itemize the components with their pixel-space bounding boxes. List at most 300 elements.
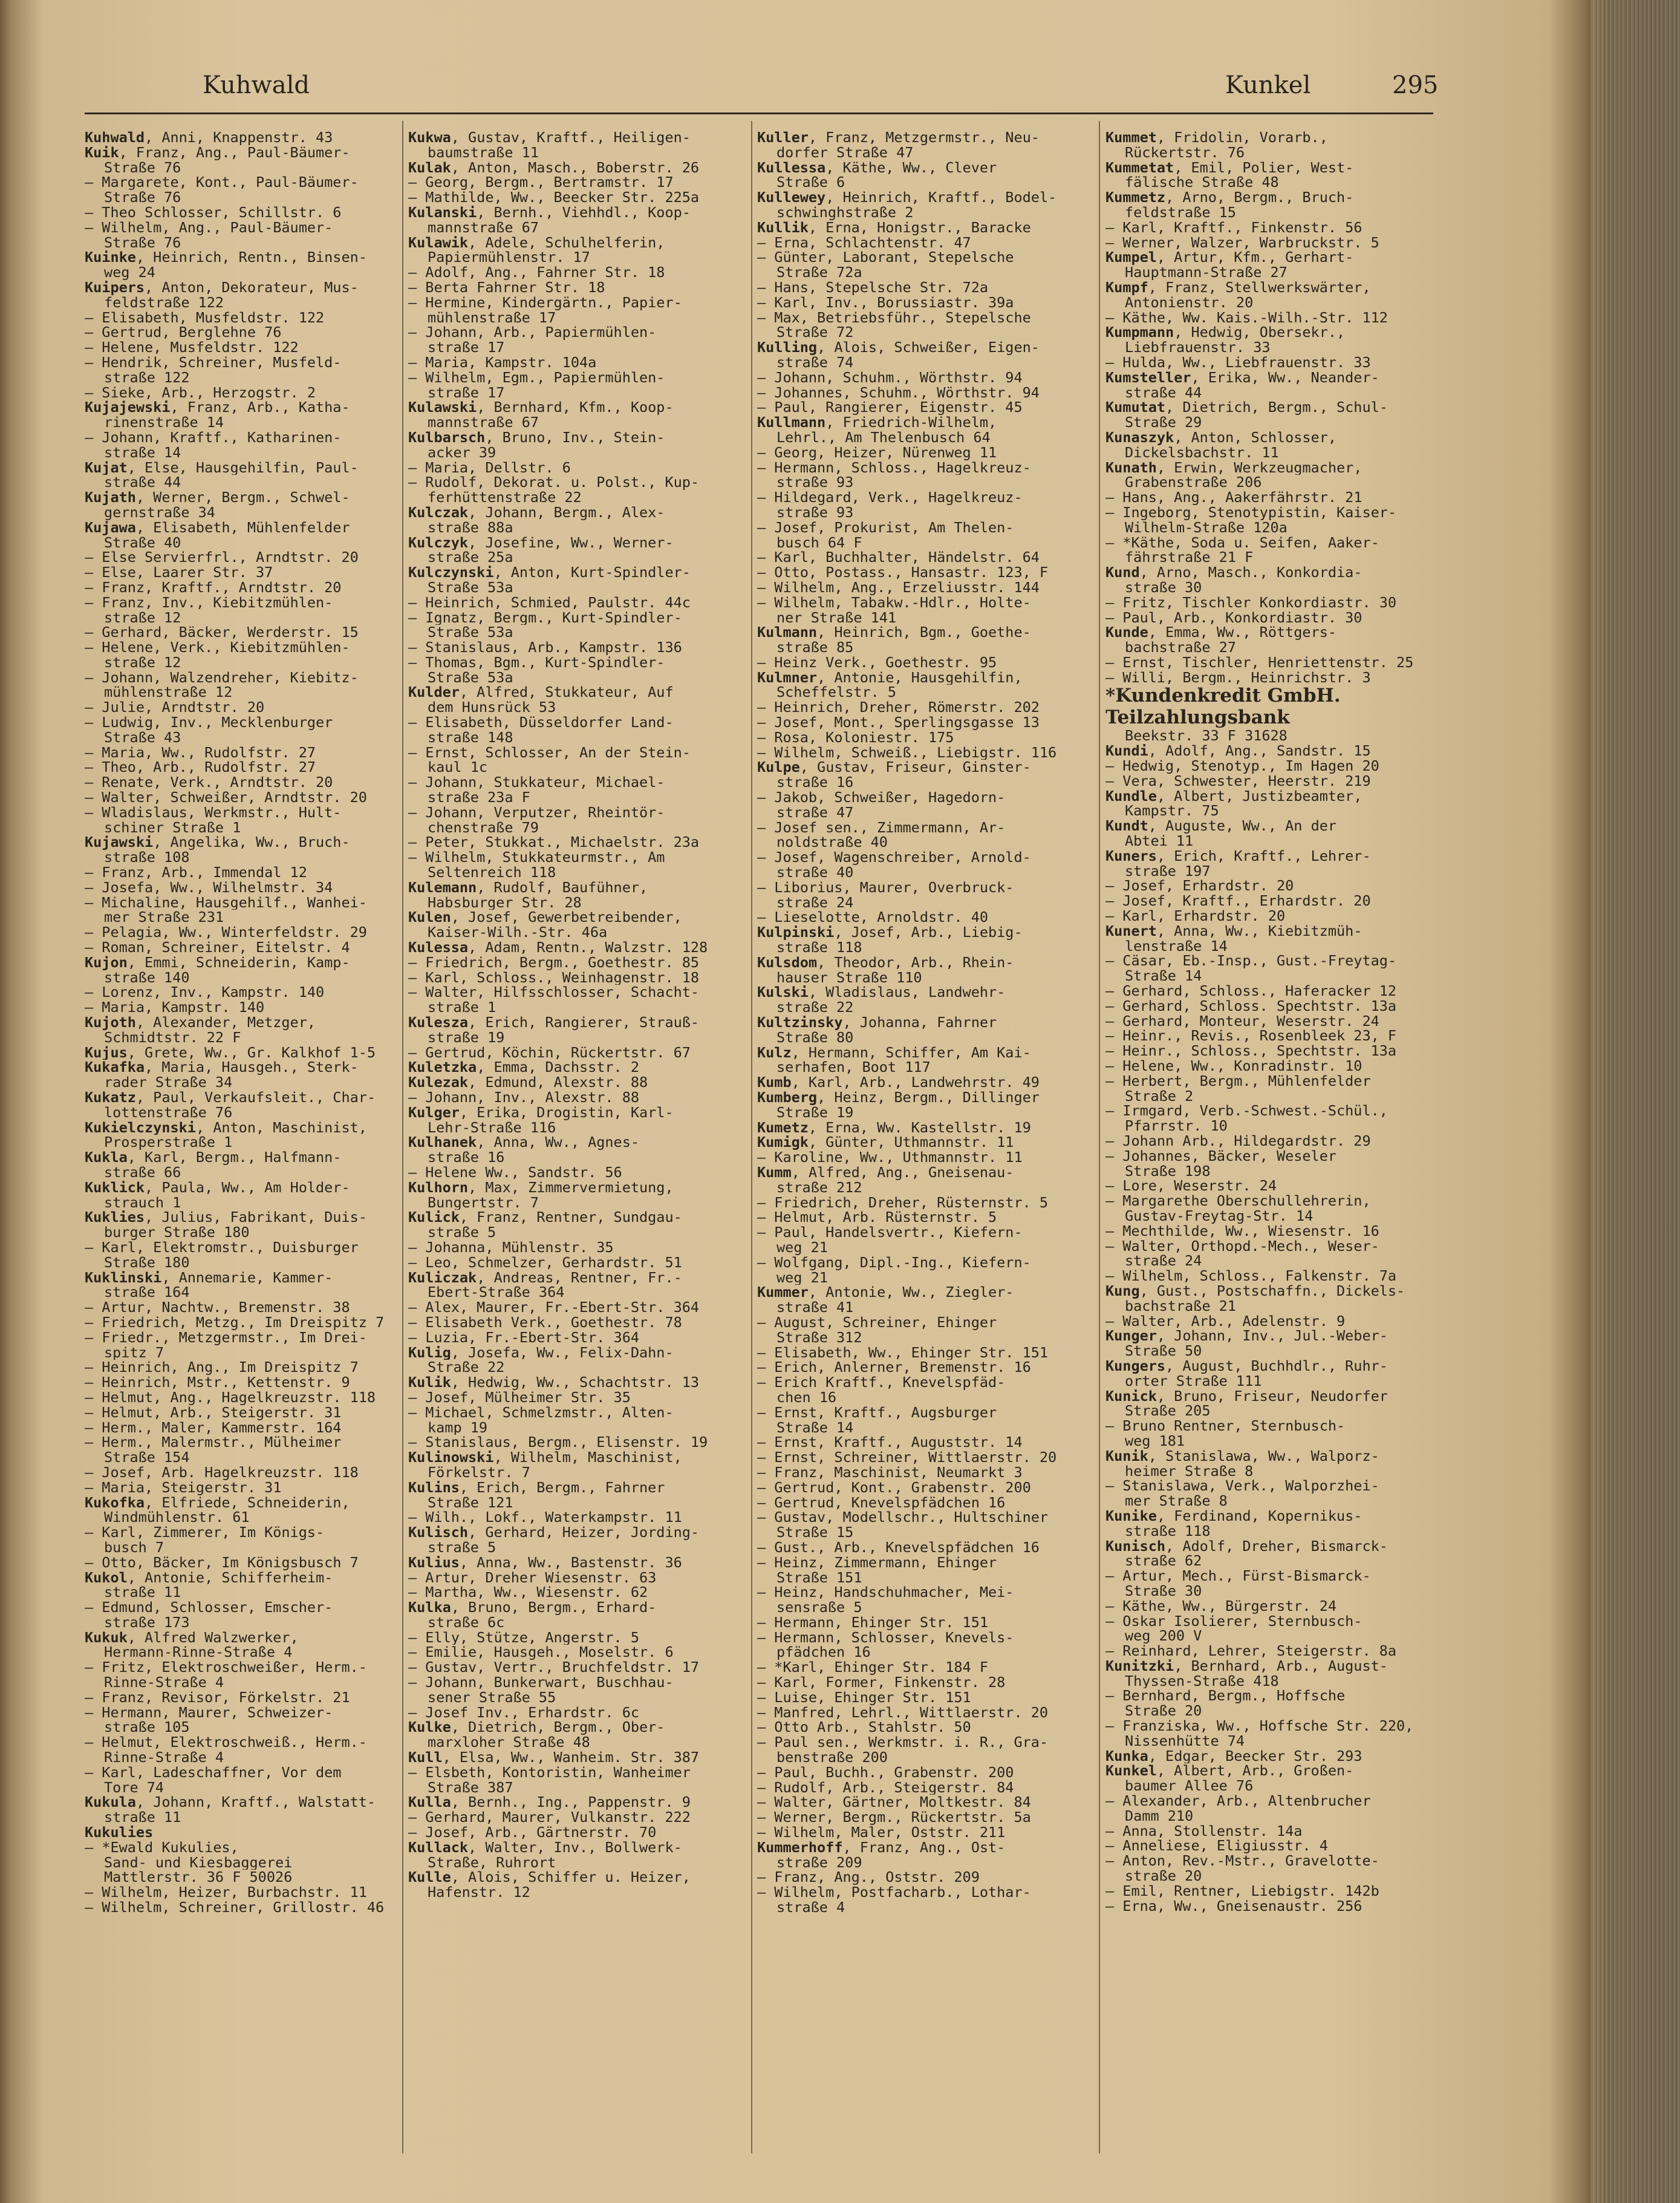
entry-details: , Erich, Kraftf., Lehrer- [1156, 848, 1371, 864]
directory-line: sensraße 5 [777, 1600, 862, 1615]
directory-line: Tore 74 [104, 1780, 164, 1795]
directory-line: Straße 76 [104, 235, 181, 250]
directory-line [1105, 1749, 1432, 1764]
directory-line: — Franz, Inv., Kiebitzmühlen- [85, 595, 333, 610]
directory-line: straße 44 [1125, 385, 1202, 400]
directory-line: straße 22 [777, 1000, 854, 1016]
directory-line: — Georg, Heizer, Nürenweg 11 [757, 445, 997, 460]
surname: Kulisch [408, 1525, 469, 1540]
surname: Kulhanek [408, 1135, 477, 1150]
directory-line: — Paul sen., Werkmstr. i. R., Gra- [757, 1735, 1049, 1751]
surname: Kulik [408, 1375, 451, 1390]
directory-line: straße 105 [104, 1720, 190, 1735]
directory-line [1105, 1509, 1432, 1524]
directory-line: — Anneliese, Eligiusstr. 4 [1105, 1838, 1328, 1854]
directory-line: busch 7 [104, 1539, 164, 1555]
surname: Kundi [1105, 743, 1148, 759]
directory-line: — Friedrich, Bergm., Goethestr. 85 [408, 955, 700, 970]
directory-line: fälische Straße 48 [1125, 175, 1279, 191]
surname: Kulmann [757, 625, 818, 641]
directory-line: — Gertrud, Berglehne 76 [85, 325, 282, 341]
directory-line [408, 430, 735, 445]
directory-line: kaul 1c [428, 760, 488, 775]
directory-line: — Heinrich, Dreher, Römerstr. 202 [757, 700, 1040, 716]
directory-line: Antonienstr. 20 [1125, 295, 1254, 310]
entry-details: , Elsa, Ww., Wanheim. Str. 387 [442, 1750, 700, 1765]
directory-line [757, 1285, 1084, 1300]
directory-line: — Johann, Bunkerwart, Buschhau- [408, 1675, 674, 1690]
directory-line: fährstraße 21 F [1125, 550, 1254, 566]
surname: Kunisch [1105, 1538, 1166, 1554]
directory-line [85, 1825, 411, 1840]
surname: Kundle [1105, 788, 1157, 804]
entry-details: , Grete, Ww., Gr. Kalkhof 1-5 [127, 1045, 376, 1060]
entry-details: , Rudolf, Baufühner, [477, 880, 648, 895]
directory-line: — Alexander, Arb., Altenbrucher [1105, 1793, 1371, 1809]
entry-details: , Heinrich, Bgm., Goethe- [817, 625, 1031, 641]
directory-line [1105, 130, 1432, 145]
directory-line [408, 1720, 735, 1735]
directory-line: — Josefa, Ww., Wilhelmstr. 34 [85, 880, 333, 895]
entry-details: , Anna, Ww., Agnes- [477, 1135, 640, 1150]
column-divider [751, 121, 752, 2153]
directory-line: Hermann-Rinne-Straße 4 [104, 1645, 293, 1660]
directory-line [85, 145, 411, 160]
directory-line: — Gertrud, Köchin, Rückertstr. 67 [408, 1045, 691, 1060]
directory-line: Ebert-Straße 364 [428, 1285, 565, 1301]
entry-details: , Franz, Ang., Paul-Bäumer- [119, 145, 350, 160]
directory-line: — Stanislaus, Bergm., Elisenstr. 19 [408, 1435, 708, 1451]
entry-details: , August, Buchhdlr., Ruhr- [1165, 1358, 1388, 1374]
directory-line [757, 1075, 1084, 1090]
directory-line: — Leo, Schmelzer, Gerhardstr. 51 [408, 1255, 682, 1270]
directory-line [85, 1150, 411, 1165]
surname: Kulpinski [757, 925, 835, 941]
directory-line: Straße 76 [104, 190, 181, 205]
directory-line: — *Karl, Ehinger Str. 184 F [757, 1660, 989, 1676]
directory-line: Sand- und Kiesbaggerei [104, 1855, 293, 1870]
directory-line: Straße 53a [428, 670, 513, 685]
surname: Kulick [408, 1210, 460, 1226]
directory-line [85, 400, 411, 415]
entry-details: , Hedwig, Ww., Schachtstr. 13 [451, 1375, 700, 1390]
surname: Kullmann [757, 415, 826, 430]
directory-line: — Gerhard, Schloss., Haferacker 12 [1105, 984, 1397, 999]
directory-line [757, 1015, 1084, 1030]
directory-line: — Elisabeth, Düsseldorfer Land- [408, 715, 674, 730]
directory-line [757, 220, 1084, 235]
directory-line: schwinghstraße 2 [777, 204, 914, 220]
directory-line: — Gerhard, Monteur, Weserstr. 24 [1105, 1013, 1379, 1029]
directory-line: feldstraße 15 [1125, 204, 1236, 220]
directory-line: straße 47 [777, 805, 854, 820]
directory-line: straße 24 [777, 895, 854, 910]
directory-line: — Franz, Ang., Oststr. 209 [757, 1870, 980, 1885]
directory-line: — Josef, Wagenschreiber, Arnold- [757, 850, 1031, 866]
directory-line: — Erich Kraftf., Knevelspfäd- [757, 1375, 1006, 1390]
directory-line [1105, 743, 1432, 759]
directory-line [408, 1270, 735, 1285]
surname: Kulsdom [757, 955, 818, 970]
directory-line [757, 1090, 1084, 1105]
directory-line: — Maria, Steigerstr. 31 [85, 1480, 282, 1495]
directory-line [757, 160, 1084, 175]
directory-line [85, 1570, 411, 1585]
entry-details: , Adam, Rentn., Walzstr. 128 [468, 940, 708, 955]
directory-line: — Alex, Maurer, Fr.-Ebert-Str. 364 [408, 1300, 700, 1315]
directory-line [757, 1120, 1084, 1135]
entry-details: , Andreas, Rentner, Fr.- [477, 1270, 682, 1285]
directory-line: rinenstraße 14 [104, 415, 224, 430]
directory-line: — Wilhelm, Postfacharb., Lothar- [757, 1885, 1031, 1901]
directory-line: — Hermann, Ehinger Str. 151 [757, 1614, 989, 1630]
entry-details: , Heinrich, Kraftf., Bodel- [825, 190, 1057, 205]
directory-line [85, 955, 411, 970]
directory-line: — Karl, Inv., Borussiastr. 39a [757, 295, 1014, 310]
directory-line: mühlenstraße 17 [428, 310, 556, 325]
directory-line [408, 1870, 735, 1885]
directory-line: — Franz, Revisor, Förkelstr. 21 [85, 1689, 350, 1705]
directory-line: straße 17 [428, 385, 505, 400]
surname: Kumb [757, 1075, 792, 1090]
directory-line: — Johann Arb., Hildegardstr. 29 [1105, 1134, 1371, 1149]
directory-line: straße 148 [428, 729, 513, 745]
surname: Kukol [85, 1570, 128, 1585]
entry-details: , Else, Hausgehilfin, Paul- [127, 460, 359, 475]
directory-line: — Lorenz, Inv., Kampstr. 140 [85, 985, 325, 1000]
directory-line: — Josef, Arb., Gärtnerstr. 70 [408, 1825, 657, 1840]
surname: Kulle [408, 1870, 451, 1885]
directory-line [408, 235, 735, 250]
directory-line: — Erna, Ww., Gneisenaustr. 256 [1105, 1898, 1363, 1914]
directory-line: — Hermann, Schloss., Hagelkreuz- [757, 460, 1031, 475]
directory-line: — *Käthe, Soda u. Seifen, Aaker- [1105, 535, 1379, 550]
entry-details: , Gerhard, Heizer, Jording- [468, 1525, 700, 1540]
directory-line: — Bruno Rentner, Sternbusch- [1105, 1418, 1346, 1434]
surname: Kumigk [757, 1135, 809, 1150]
directory-line: Scheffelstr. 5 [777, 685, 897, 700]
directory-line: — Wilhelm, Stukkateurmstr., Am [408, 850, 665, 866]
running-head-right: Kunkel [1225, 71, 1311, 99]
entry-details: , Albert, Arb., Großen- [1156, 1763, 1354, 1779]
directory-line: — Karl, Elektromstr., Duisburger [85, 1239, 359, 1255]
surname: Kuinke [85, 250, 136, 266]
directory-line: Rinne-Straße 4 [104, 1750, 224, 1765]
directory-line: — Karoline, Ww., Uthmannstr. 11 [757, 1150, 1023, 1165]
directory-line: sener Straße 55 [428, 1689, 556, 1705]
directory-line: Straße 6 [777, 175, 845, 191]
entry-details: , Alfred, Stukkateur, Auf [459, 685, 674, 700]
directory-line: feldstraße 122 [104, 295, 224, 310]
directory-line: straße 12 [104, 654, 181, 670]
entry-details: , Albert, Justizbeamter, [1156, 788, 1363, 804]
directory-line: — Rudolf, Dekorat. u. Polst., Kup- [408, 475, 700, 491]
directory-line: pfädchen 16 [777, 1645, 871, 1660]
directory-line [408, 1750, 735, 1765]
directory-line [1105, 280, 1432, 295]
directory-line: — Theo Schlosser, Schillstr. 6 [85, 204, 342, 220]
directory-line: Straße 50 [1125, 1343, 1202, 1359]
surname: Kuners [1105, 848, 1157, 864]
directory-line: burger Straße 180 [104, 1225, 250, 1240]
directory-line: — Herm., Malermstr., Mülheimer [85, 1435, 342, 1451]
entry-details: , Antonie, Schifferheim- [127, 1570, 333, 1585]
directory-line: straße 23a F [428, 790, 530, 805]
directory-line: weg 24 [104, 265, 155, 280]
directory-line [757, 1045, 1084, 1060]
directory-line [1105, 460, 1432, 475]
directory-line [408, 565, 735, 580]
directory-line: — Käthe, Ww. Kais.-Wilh.-Str. 112 [1105, 310, 1388, 325]
directory-line: — Mathilde, Ww., Beecker Str. 225a [408, 190, 700, 205]
directory-line [85, 1060, 411, 1075]
surname: Kujus [85, 1045, 128, 1060]
column-divider [402, 121, 403, 2153]
directory-line: — Erna, Schlachtenstr. 47 [757, 235, 971, 250]
directory-line [757, 190, 1084, 205]
directory-line: — Berta Fahrner Str. 18 [408, 279, 605, 295]
directory-line: Straße 387 [428, 1780, 513, 1795]
entry-details: , Josefine, Ww., Werner- [468, 535, 674, 550]
directory-line: straße 5 [428, 1225, 497, 1240]
entry-details: , Annemarie, Kammer- [161, 1270, 333, 1285]
directory-line: — Stanislawa, Verk., Walporzhei- [1105, 1478, 1379, 1494]
directory-line: — Hermann, Maurer, Schweizer- [85, 1705, 333, 1720]
directory-line: weg 21 [777, 1239, 828, 1255]
directory-line [757, 925, 1084, 940]
directory-line: straße 20 [1125, 1868, 1202, 1884]
directory-line [85, 1180, 411, 1195]
surname: Kulla [408, 1795, 451, 1810]
directory-line: straße 12 [104, 610, 181, 625]
directory-line: — Wilhelm, Ang., Paul-Bäumer- [85, 220, 333, 235]
directory-line: — Adolf, Ang., Fahrner Str. 18 [408, 265, 665, 280]
directory-line: straße 62 [1125, 1553, 1202, 1569]
directory-line: — Artur, Dreher Wiesenstr. 63 [408, 1570, 657, 1585]
directory-line: strauch 1 [104, 1195, 181, 1210]
directory-line [408, 1795, 735, 1810]
directory-line: Habsburger Str. 28 [428, 895, 582, 910]
directory-line: — Luzia, Fr.-Ebert-Str. 364 [408, 1330, 640, 1345]
surname: Kumberg [757, 1090, 818, 1105]
directory-line: — Gerhard, Schloss. Spechtstr. 13a [1105, 998, 1397, 1014]
surname: Kuller [757, 130, 809, 145]
directory-line: — Franz, Kraftf., Arndtstr. 20 [85, 579, 342, 595]
directory-line: — Otto, Postass., Hansastr. 123, F [757, 565, 1049, 580]
entry-details: , Auguste, Ww., An der [1148, 818, 1337, 834]
directory-line: Straße 312 [777, 1330, 862, 1345]
directory-line: heimer Straße 8 [1125, 1463, 1254, 1479]
surname: Kuipers [85, 279, 145, 295]
directory-line: — Wilhelm, Schweiß., Liebigstr. 116 [757, 745, 1057, 760]
directory-line: — Käthe, Ww., Bürgerstr. 24 [1105, 1598, 1337, 1614]
surname: Kuklies [85, 1210, 145, 1226]
directory-line: — Julie, Arndtstr. 20 [85, 700, 265, 716]
surname: Kulder [408, 685, 460, 700]
entry-details: , Julius, Fabrikant, Duis- [145, 1210, 367, 1226]
column-4 [1105, 130, 1432, 2150]
directory-line: Kaiser-Wilh.-Str. 46a [428, 925, 608, 941]
entry-details: , Friedrich-Wilhelm, [825, 415, 997, 430]
directory-line [408, 1450, 735, 1465]
directory-line: — Karl, Ladeschaffner, Vor dem [85, 1764, 342, 1780]
directory-line: — August, Schreiner, Ehinger [757, 1314, 997, 1330]
directory-line [1105, 1659, 1432, 1674]
directory-line: — Helene Ww., Sandstr. 56 [408, 1164, 622, 1180]
directory-line: — Walter, Orthopd.-Mech., Weser- [1105, 1238, 1379, 1254]
entry-details: , Maria, Hausgeh., Sterk- [145, 1060, 359, 1075]
entry-details: , Erika, Drogistin, Karl- [459, 1105, 674, 1120]
directory-line: straße 5 [428, 1539, 497, 1555]
surname: Kumpmann [1105, 325, 1174, 341]
directory-line: — Vera, Schwester, Heerstr. 219 [1105, 773, 1371, 789]
surname: Kujoth [85, 1015, 136, 1030]
directory-line: ner Straße 141 [777, 610, 897, 625]
surname: Kunik [1105, 1448, 1148, 1464]
directory-line: Rinne-Straße 4 [104, 1675, 224, 1690]
surname: Kulawik [408, 235, 469, 250]
entry-details: , Erna, Honigstr., Baracke [808, 220, 1031, 235]
surname: Kummetat [1105, 160, 1174, 175]
surname: Kullewey [757, 190, 826, 205]
surname: Kuklinski [85, 1270, 162, 1285]
surname: Kulpe [757, 760, 800, 775]
directory-line: — Wilhelm, Egm., Papiermühlen- [408, 370, 665, 385]
directory-line: — Ernst, Tischler, Henriettenstr. 25 [1105, 654, 1414, 670]
directory-line: — Luise, Ehinger Str. 151 [757, 1689, 971, 1705]
directory-line: — Manfred, Lehrl., Wittlaerstr. 20 [757, 1705, 1049, 1720]
entry-details: , Dietrich, Bergm., Schul- [1165, 400, 1388, 416]
directory-line [757, 1135, 1084, 1150]
directory-line: baumstraße 11 [428, 145, 539, 160]
surname: Kujon [85, 955, 128, 970]
directory-line: — Wilhelm, Tabakw.-Hdlr., Holte- [757, 595, 1031, 610]
directory-line: Straße 29 [1125, 415, 1202, 430]
directory-line: — Johann, Kraftf., Katharinen- [85, 429, 342, 445]
directory-line: — Hans, Ang., Aakerfährstr. 21 [1105, 490, 1363, 505]
directory-line: straße 41 [777, 1300, 854, 1315]
directory-line: weg 200 V [1125, 1628, 1202, 1644]
directory-line: — Gertrud, Knevelspfädchen 16 [757, 1495, 1006, 1510]
directory-line: — Sieke, Arb., Herzogstr. 2 [85, 385, 316, 400]
surname: Kulezak [408, 1075, 469, 1090]
directory-line: Lehrl., Am Thelenbusch 64 [777, 429, 991, 445]
directory-line: spitz 7 [104, 1345, 164, 1360]
directory-line: — Gertrud, Kont., Grabenstr. 200 [757, 1480, 1031, 1495]
directory-line: — Johannes, Bäcker, Weseler [1105, 1148, 1337, 1164]
directory-line: — Heinr., Schloss., Spechtstr. 13a [1105, 1043, 1397, 1059]
entry-details: , Wladislaus, Landwehr- [808, 985, 1006, 1000]
directory-line: — Elisabeth Verk., Goethestr. 78 [408, 1314, 682, 1330]
directory-line: — Anton, Rev.-Mstr., Gravelotte- [1105, 1853, 1379, 1869]
directory-line [408, 535, 735, 550]
directory-line: straße 11 [104, 1585, 181, 1601]
directory-line: — Paul, Handelsvertr., Kiefern- [757, 1225, 1023, 1240]
directory-line [1105, 1763, 1432, 1778]
entry-details: , Karl, Arb., Landwehrstr. 49 [791, 1075, 1040, 1090]
directory-line: — Wilhelm, Ang., Erzeliusstr. 144 [757, 579, 1040, 595]
directory-line [85, 280, 411, 295]
surname: Kukuk [85, 1630, 128, 1645]
surname: Kujajewski [85, 400, 171, 416]
surname: Kumutat [1105, 400, 1166, 416]
directory-line: — Erich, Anlerner, Bremenstr. 16 [757, 1360, 1031, 1376]
directory-line: — Friedr., Metzgermstr., Im Drei- [85, 1330, 367, 1345]
directory-line [408, 160, 735, 175]
directory-line: — Elsbeth, Kontoristin, Wanheimer [408, 1764, 691, 1780]
directory-line [408, 685, 735, 700]
entry-details: , Antonie, Ww., Ziegler- [808, 1285, 1014, 1301]
directory-line: — Heinz, Zimmermann, Ehinger [757, 1555, 997, 1570]
surname: Kujath [85, 490, 136, 505]
directory-line: — Jakob, Schweißer, Hagedorn- [757, 790, 1006, 805]
directory-line: Hauptmann-Straße 27 [1125, 265, 1288, 280]
directory-line: — Johann, Walzendreher, Kiebitz- [85, 670, 359, 685]
directory-line: — Helmut, Ang., Hagelkreuzstr. 118 [85, 1389, 376, 1405]
directory-line: straße 16 [428, 1150, 505, 1165]
entry-details: , Emma, Dachsstr. 2 [477, 1060, 640, 1075]
surname: Kummerhoff [757, 1839, 843, 1855]
directory-line: Straße 43 [104, 729, 181, 745]
directory-line: straße 17 [428, 340, 505, 355]
surname: Kunike [1105, 1508, 1157, 1524]
surname: Kumetz [757, 1120, 809, 1135]
directory-line: straße 4 [777, 1900, 845, 1915]
surname: Kujawski [85, 835, 154, 850]
directory-line: — Heinrich, Mstr., Kettenstr. 9 [85, 1375, 350, 1390]
directory-line [85, 1795, 411, 1810]
directory-line [408, 1135, 735, 1150]
directory-line: — Peter, Stukkat., Michaelstr. 23a [408, 835, 700, 850]
directory-line: — Irmgard, Verb.-Schwest.-Schül., [1105, 1103, 1388, 1119]
directory-line: — Gust., Arb., Knevelspfädchen 16 [757, 1539, 1040, 1555]
entry-details: , Franz, Rentner, Sundgau- [459, 1210, 682, 1226]
directory-line: — Hans, Stepelsche Str. 72a [757, 279, 989, 295]
surname: Kullack [408, 1839, 469, 1855]
directory-line: — Paul, Arb., Konkordiastr. 30 [1105, 610, 1363, 625]
directory-line: — Reinhard, Lehrer, Steigerstr. 8a [1105, 1643, 1397, 1659]
directory-line: — Hulda, Ww., Liebfrauenstr. 33 [1105, 354, 1371, 370]
directory-line: — Emilie, Hausgeh., Moselstr. 6 [408, 1645, 674, 1660]
entry-details: , Anton, Schlosser, [1174, 429, 1337, 445]
directory-line: — Elisabeth, Musfeldstr. 122 [85, 310, 325, 325]
page-number: 295 [1392, 71, 1439, 99]
directory-line: — Wilhelm, Maler, Oststr. 211 [757, 1825, 1006, 1840]
directory-line: Straße 40 [104, 535, 181, 550]
directory-line: Kampstr. 75 [1125, 803, 1219, 819]
entry-details: , Erna, Ww. Kastellstr. 19 [808, 1120, 1031, 1135]
surname: Kumpf [1105, 279, 1148, 295]
directory-line: Hafenstr. 12 [428, 1885, 530, 1901]
entry-details: , Erwin, Werkzeugmacher, [1156, 460, 1363, 475]
directory-line: chenstraße 79 [428, 820, 539, 835]
surname: Kull [408, 1750, 443, 1765]
directory-line [1105, 924, 1432, 939]
surname: Kulz [757, 1045, 792, 1060]
directory-line: — Josef, Mülheimer Str. 35 [408, 1389, 631, 1405]
directory-line: — Wilhelm, Schloss., Falkenstr. 7a [1105, 1268, 1397, 1284]
entry-details: , Alfred Walzwerker, [127, 1630, 299, 1645]
directory-line: chen 16 [777, 1389, 837, 1405]
directory-line: noldstraße 40 [777, 835, 888, 850]
directory-line: — Oskar Isolierer, Sternbusch- [1105, 1613, 1363, 1629]
directory-line [757, 415, 1084, 430]
directory-line: — Johann, Schuhm., Wörthstr. 94 [757, 370, 1023, 385]
entry-details: , Heinz, Bergm., Dillinger [817, 1090, 1040, 1105]
header-rule [85, 113, 1433, 114]
directory-line [1105, 1359, 1432, 1374]
entry-details: , Artur, Kfm., Gerhart- [1156, 250, 1354, 266]
